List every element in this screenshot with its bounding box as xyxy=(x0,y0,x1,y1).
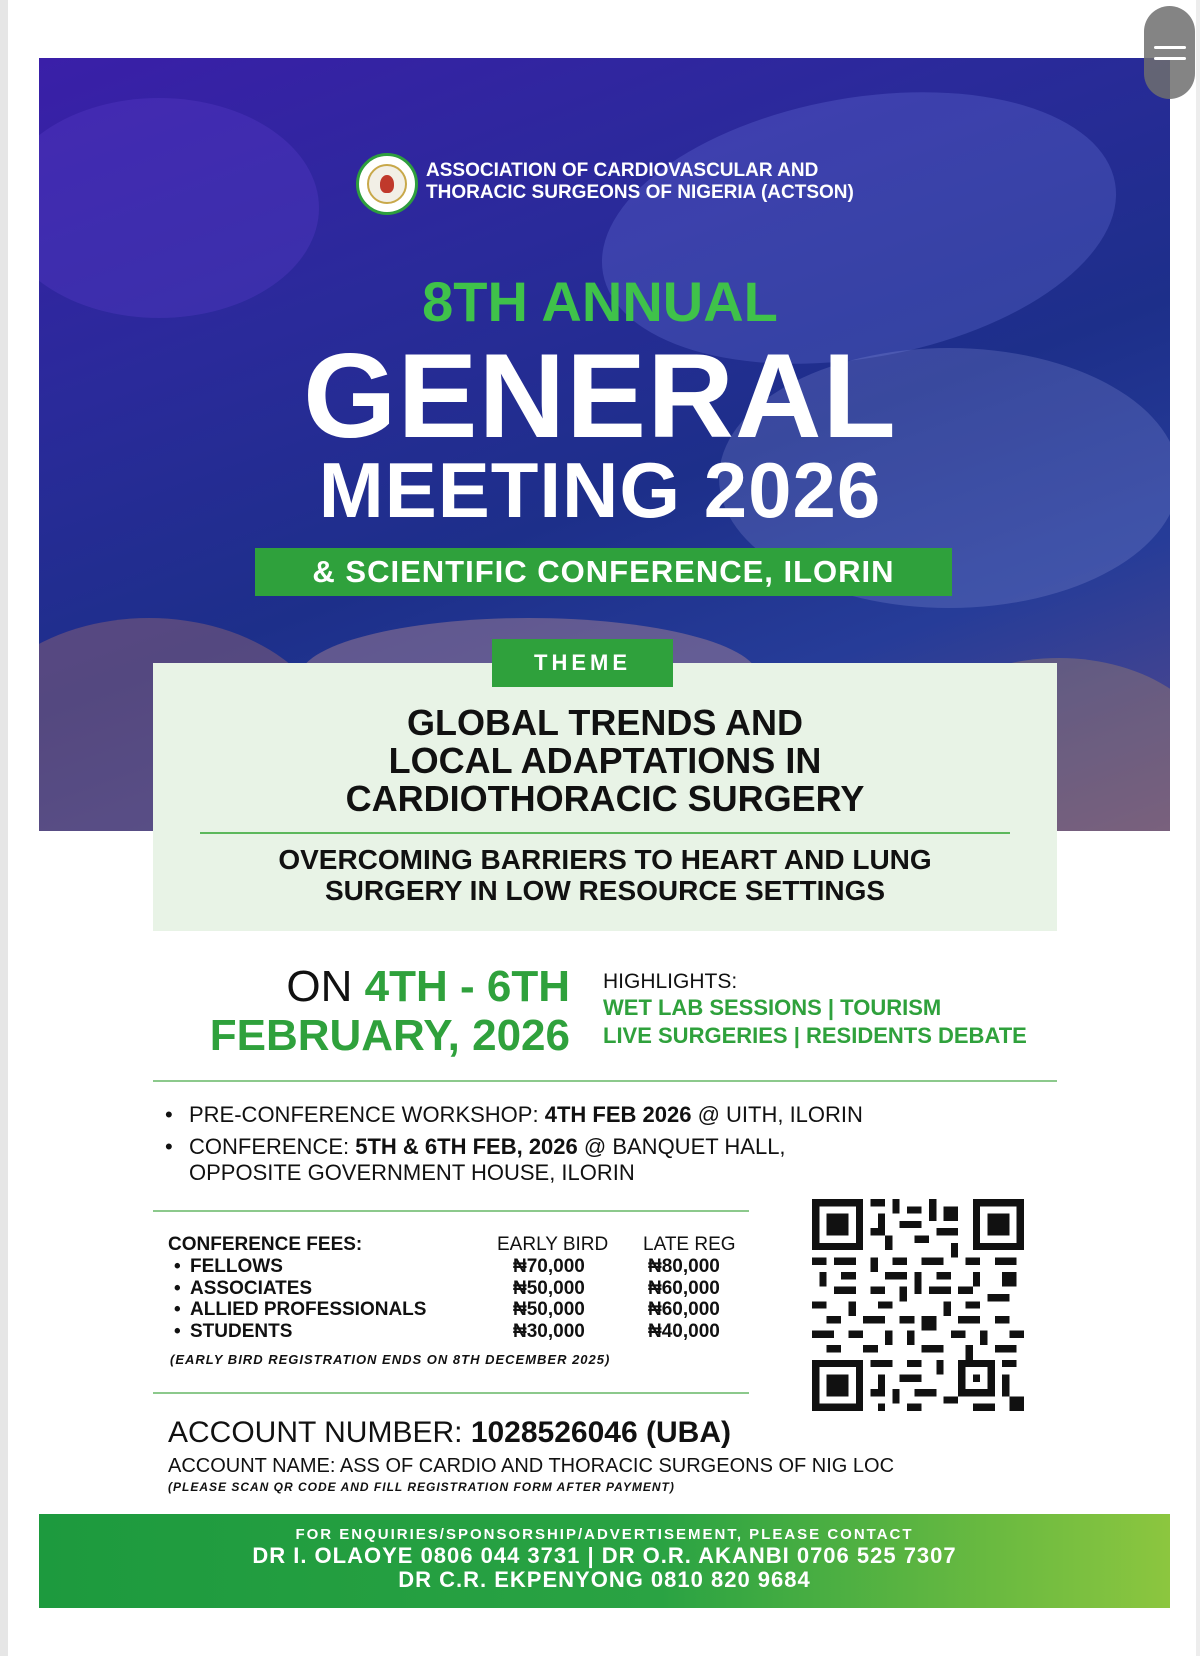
date-days: 4TH - 6TH xyxy=(364,962,570,1011)
theme-subtitle-line: OVERCOMING BARRIERS TO HEART AND LUNG xyxy=(278,844,932,875)
date-line xyxy=(160,963,570,1011)
schedule-venue: @ BANQUET HALL, xyxy=(583,1134,786,1159)
heart-icon xyxy=(380,175,394,193)
theme-subtitle xyxy=(153,844,1057,906)
theme-title-line: GLOBAL TRENDS AND xyxy=(407,702,803,743)
fee-value: ₦80,000 xyxy=(648,1256,720,1277)
fee-value: ₦40,000 xyxy=(648,1320,720,1342)
fees-note: (EARLY BIRD REGISTRATION ENDS ON 8TH DECEMBER 2025) xyxy=(170,1352,611,1367)
org-name-line: THORACIC SURGEONS OF NIGERIA (ACTSON) xyxy=(426,182,854,203)
schedule-date: 4TH FEB 2026 xyxy=(544,1102,692,1127)
page-edge-right xyxy=(1196,0,1200,1656)
late-reg-header: LATE REG xyxy=(643,1234,736,1255)
theme-divider xyxy=(200,832,1010,834)
footer-heading: FOR ENQUIRIES/SPONSORSHIP/ADVERTISEMENT, PLEASE CONTACT xyxy=(295,1526,914,1543)
fee-value: ₦30,000 xyxy=(513,1320,585,1342)
subtitle-text: & SCIENTIFIC CONFERENCE, ILORIN xyxy=(312,554,895,589)
section-divider xyxy=(153,1392,749,1394)
event-date xyxy=(160,963,570,1061)
theme-tag: THEME xyxy=(492,639,673,687)
date-on: ON xyxy=(286,962,353,1011)
headline-meeting: MEETING 2026 xyxy=(318,446,882,534)
highlights-line: WET LAB SESSIONS | TOURISM xyxy=(603,995,942,1020)
schedule-label: PRE-CONFERENCE WORKSHOP: xyxy=(189,1102,539,1127)
contact-footer xyxy=(39,1514,1170,1608)
menu-icon xyxy=(1154,46,1186,49)
schedule-venue: @ UITH, ILORIN xyxy=(697,1102,863,1127)
schedule-venue: OPPOSITE GOVERNMENT HOUSE, ILORIN xyxy=(189,1160,635,1185)
edition-label: 8TH ANNUAL xyxy=(422,270,778,333)
highlights xyxy=(603,970,1083,1050)
early-bird-fee xyxy=(513,1256,585,1342)
theme-title-line: LOCAL ADAPTATIONS IN xyxy=(388,740,822,781)
account-note: (PLEASE SCAN QR CODE AND FILL REGISTRATION FORM AFTER PAYMENT) xyxy=(168,1480,675,1494)
menu-button[interactable] xyxy=(1144,6,1195,99)
highlights-line: LIVE SURGERIES | RESIDENTS DEBATE xyxy=(603,1023,1027,1048)
fee-value: ₦60,000 xyxy=(648,1277,720,1299)
early-bird-header: EARLY BIRD xyxy=(497,1234,609,1255)
section-divider xyxy=(153,1210,749,1212)
schedule-date: 5TH & 6TH FEB, 2026 xyxy=(355,1134,578,1159)
page-edge-left xyxy=(0,0,8,1656)
theme-title xyxy=(153,704,1057,818)
schedule-item-conference xyxy=(165,1134,1065,1186)
fee-value: ₦50,000 xyxy=(513,1277,585,1299)
org-name-line: ASSOCIATION OF CARDIOVASCULAR AND xyxy=(426,160,819,181)
logo-seal xyxy=(367,164,407,204)
account-number-label: ACCOUNT NUMBER: xyxy=(168,1416,463,1449)
fee-value: ₦70,000 xyxy=(513,1256,585,1277)
footer-contacts: DR I. OLAOYE 0806 044 3731 | DR O.R. AKANBI 0706 525 7307 xyxy=(252,1543,957,1568)
account-number xyxy=(168,1416,1068,1450)
fee-category: • STUDENTS xyxy=(168,1321,748,1343)
theme-subtitle-line: SURGERY IN LOW RESOURCE SETTINGS xyxy=(324,875,886,906)
account-name: ACCOUNT NAME: ASS OF CARDIO AND THORACIC SURGEONS OF NIG LOC xyxy=(168,1455,895,1477)
date-month-year: FEBRUARY, 2026 xyxy=(209,1011,570,1060)
section-divider xyxy=(153,1080,1057,1082)
schedule-label: CONFERENCE: xyxy=(189,1134,350,1159)
account-number-value: 1028526046 (UBA) xyxy=(470,1416,731,1449)
fee-value: ₦50,000 xyxy=(513,1299,585,1320)
fees-heading: CONFERENCE FEES: xyxy=(168,1234,363,1255)
menu-icon xyxy=(1154,57,1186,60)
subtitle-bar xyxy=(255,548,952,596)
fee-category: • ASSOCIATES xyxy=(168,1278,748,1300)
fee-category: • ALLIED PROFESSIONALS xyxy=(168,1299,748,1321)
account-details xyxy=(168,1416,1068,1494)
actson-logo-icon xyxy=(356,153,418,215)
late-reg-fee xyxy=(648,1256,720,1342)
fee-category: • FELLOWS xyxy=(168,1256,748,1278)
footer-contacts: DR C.R. EKPENYONG 0810 820 9684 xyxy=(398,1567,811,1592)
headline-general: GENERAL xyxy=(303,329,897,463)
schedule-item-pre-conference xyxy=(165,1102,1065,1128)
fee-value: ₦60,000 xyxy=(648,1299,720,1320)
qr-code-icon[interactable] xyxy=(812,1199,1024,1411)
highlights-label: HIGHLIGHTS: xyxy=(603,970,738,993)
org-name xyxy=(426,160,906,204)
schedule-list xyxy=(165,1102,1065,1192)
theme-title-line: CARDIOTHORACIC SURGERY xyxy=(345,778,865,819)
